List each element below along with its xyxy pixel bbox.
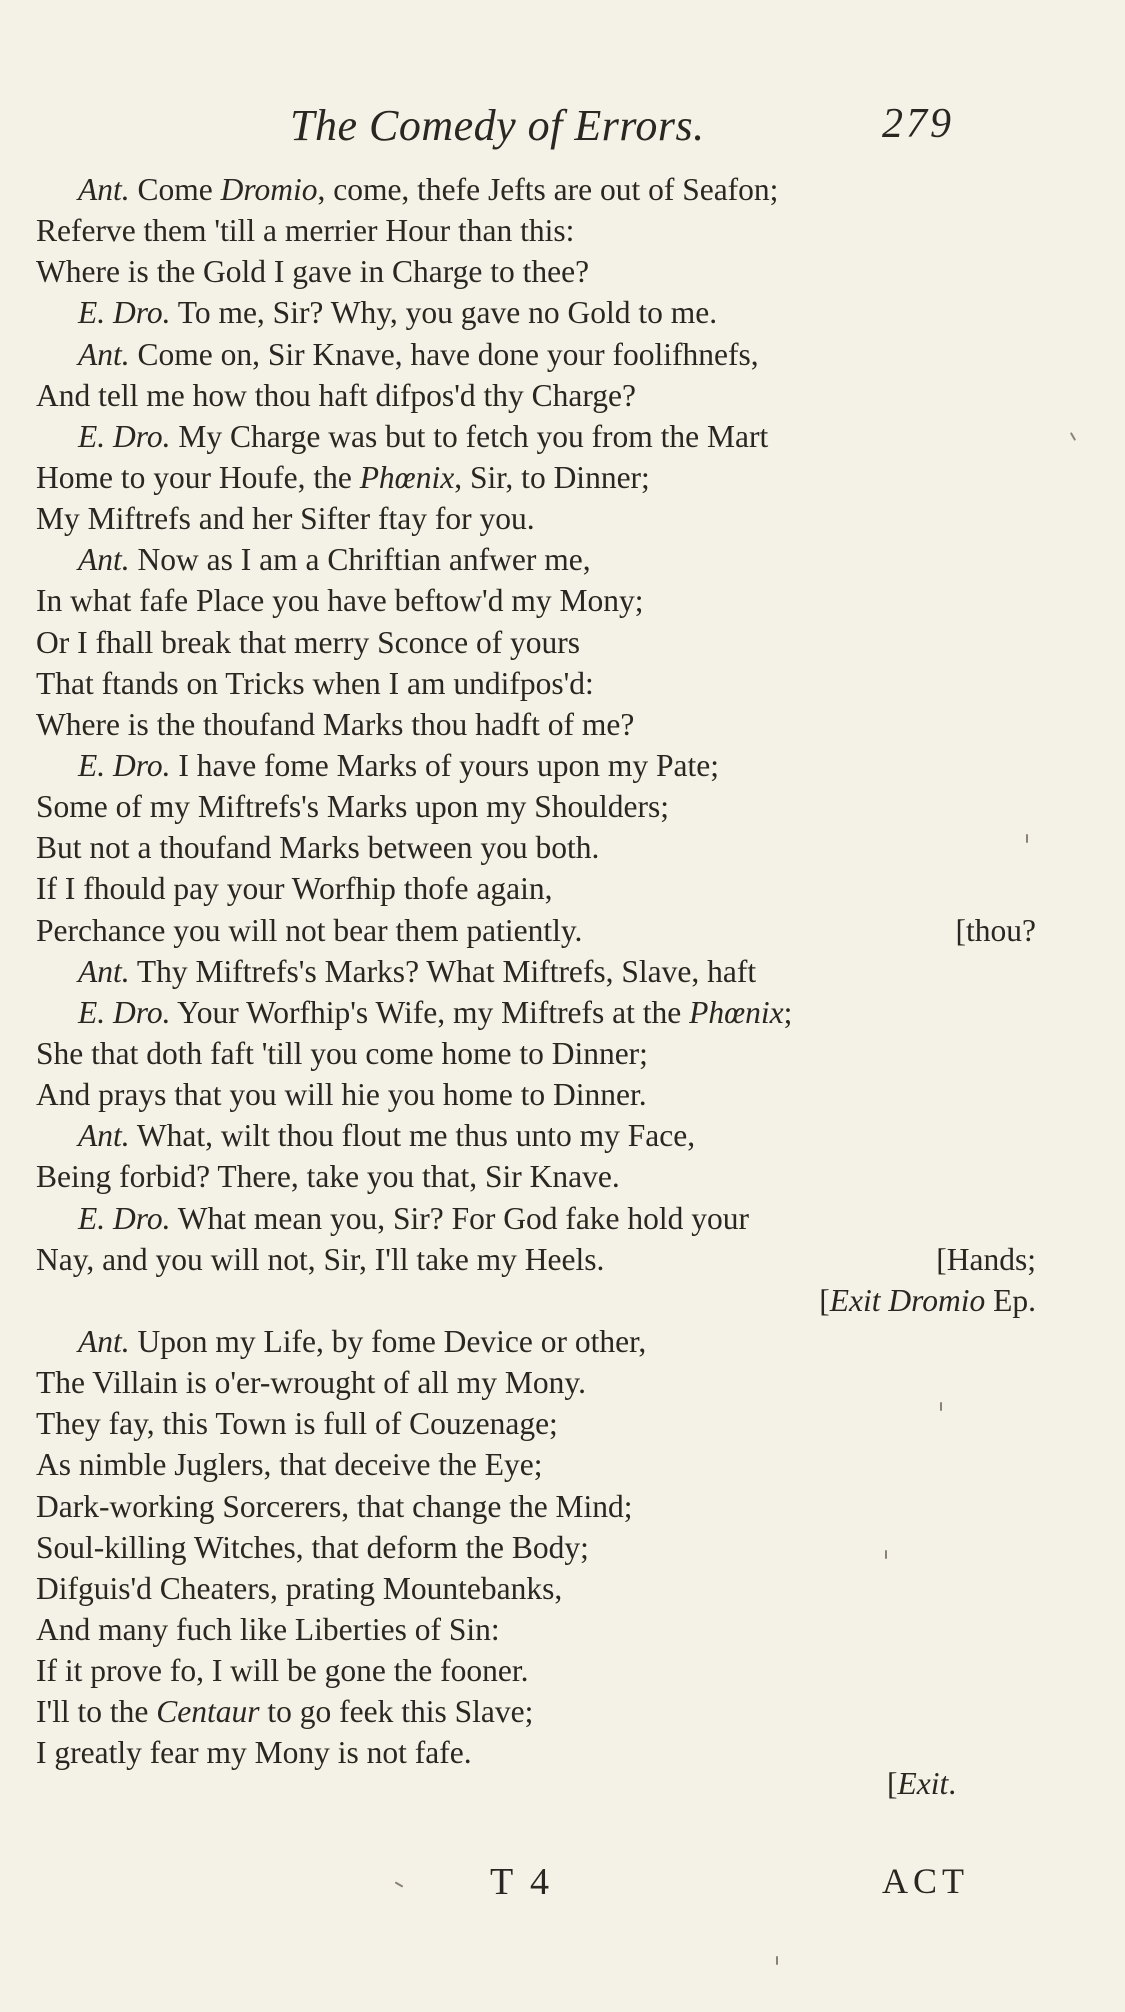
verse-line (36, 1444, 1096, 1485)
verse-line (36, 539, 1096, 580)
line-text: I'll to the Centaur to go feek this Slave; (36, 1694, 534, 1730)
verse-line (36, 1198, 1096, 1239)
speaker-prefix: E. Dro. (78, 747, 171, 783)
speaker-prefix: Ant. (78, 336, 130, 372)
verse-line (36, 1650, 1096, 1691)
line-text: Your Worfhip's Wife, my Miftrefs at the Phœnix; (170, 994, 793, 1030)
stage-direction: [Hands; (936, 1241, 1036, 1277)
verse-line (36, 251, 1096, 292)
verse-line (36, 1527, 1096, 1568)
line-text: And many fuch like Liberties of Sin: (36, 1611, 500, 1647)
ink-speck (885, 1550, 887, 1559)
line-text: Thy Miftrefs's Marks? What Miftrefs, Slave, haft (129, 953, 757, 989)
verse-line (36, 622, 1096, 663)
ink-speck (776, 1956, 778, 1965)
line-text: And tell me how thou haft difpos'd thy Charge? (36, 377, 636, 413)
verse-line (36, 1568, 1096, 1609)
verse-line (36, 1115, 1096, 1156)
verse-line (36, 1074, 1096, 1115)
running-title: The Comedy of Errors. (290, 101, 705, 150)
line-text: That ftands on Tricks when I am undifpos'd: (36, 665, 594, 701)
line-text: They fay, this Town is full of Couzenage; (36, 1406, 558, 1442)
line-text: In what fafe Place you have beftow'd my Mony; (36, 583, 644, 619)
verse-line (36, 951, 1096, 992)
verse-line (36, 868, 1096, 909)
verse-line (36, 169, 1096, 210)
speaker-prefix: Ant. (78, 1118, 130, 1154)
stage-direction: [thou? (955, 912, 1036, 948)
line-text: I greatly fear my Mony is not fafe. (36, 1735, 472, 1771)
verse-line (36, 1156, 1096, 1197)
play-text (36, 169, 1096, 1773)
verse-line (36, 663, 1096, 704)
speaker-prefix: Ant. (78, 172, 130, 207)
verse-line (36, 910, 1096, 951)
line-text: Where is the thoufand Marks thou hadft of me? (36, 706, 635, 742)
speaker-prefix: Ant. (78, 542, 130, 578)
page-number: 279 (882, 101, 954, 147)
verse-line (36, 375, 1096, 416)
verse-line (36, 580, 1096, 621)
line-text: Come on, Sir Knave, have done your foolifhnefs, (129, 336, 759, 372)
verse-line (36, 1691, 1096, 1732)
verse-line (36, 210, 1096, 251)
line-text: Home to your Houfe, the Phœnix, Sir, to Dinner; (36, 459, 650, 495)
stage-direction-exit: [Exit. (887, 1766, 957, 1801)
verse-line (36, 1486, 1096, 1527)
line-text: Some of my Miftrefs's Marks upon my Shoulders; (36, 789, 670, 825)
speaker-prefix: E. Dro. (78, 295, 171, 331)
verse-line (36, 416, 1096, 457)
speaker-prefix: E. Dro. (78, 418, 171, 454)
verse-line (36, 498, 1096, 539)
line-text: And prays that you will hie you home to Dinner. (36, 1077, 647, 1113)
verse-line (36, 704, 1096, 745)
line-text: Nay, and you will not, Sir, I'll take my Heels. (36, 1241, 605, 1277)
line-text: If I fhould pay your Worfhip thofe again, (36, 871, 553, 907)
verse-line (36, 292, 1096, 333)
line-text: My Miftrefs and her Sifter ftay for you. (36, 501, 535, 537)
ink-speck (1026, 834, 1028, 843)
line-text: I have fome Marks of yours upon my Pate; (170, 747, 719, 783)
verse-line (36, 992, 1096, 1033)
verse-line (36, 1609, 1096, 1650)
verse-line (36, 457, 1096, 498)
line-text: But not a thoufand Marks between you both. (36, 830, 600, 866)
line-text: What, wilt thou flout me thus unto my Face, (129, 1118, 696, 1154)
page-footer (0, 1860, 1125, 1910)
page-header (0, 100, 1125, 160)
speaker-prefix: E. Dro. (78, 1200, 171, 1236)
line-text: Dark-working Sorcerers, that change the Mind; (36, 1488, 633, 1524)
stage-direction: [Exit Dromio Ep. (819, 1282, 1036, 1318)
line-text: Being forbid? There, take you that, Sir Knave. (36, 1159, 620, 1195)
line-text: If it prove fo, I will be gone the fooner. (36, 1653, 529, 1689)
verse-line (36, 1239, 1096, 1280)
line-text: Difguis'd Cheaters, prating Mountebanks, (36, 1570, 563, 1606)
line-text: Soul-killing Witches, that deform the Body; (36, 1529, 589, 1565)
line-text: Referve them 'till a merrier Hour than this: (36, 213, 575, 249)
verse-line (36, 827, 1096, 868)
line-text: My Charge was but to fetch you from the Mart (170, 418, 769, 454)
verse-line (36, 1033, 1096, 1074)
line-text: Come Dromio, come, thefe Jefts are out of Seafon; (129, 172, 779, 207)
catchword: ACT (882, 1861, 969, 1901)
speaker-prefix: Ant. (78, 1323, 130, 1359)
line-text: Upon my Life, by fome Device or other, (129, 1323, 647, 1359)
line-text: The Villain is o'er-wrought of all my Mony. (36, 1365, 586, 1401)
ink-speck (940, 1402, 942, 1411)
verse-line (36, 786, 1096, 827)
verse-line (36, 1321, 1096, 1362)
line-text: What mean you, Sir? For God fake hold your (170, 1200, 750, 1236)
verse-line (36, 1280, 1096, 1321)
line-text: Where is the Gold I gave in Charge to thee? (36, 254, 590, 290)
line-text: Or I fhall break that merry Sconce of yours (36, 624, 581, 660)
verse-line (36, 745, 1096, 786)
signature-mark: T 4 (490, 1861, 554, 1903)
verse-line (36, 1362, 1096, 1403)
verse-line (36, 334, 1096, 375)
verse-line (36, 1403, 1096, 1444)
speaker-prefix: Ant. (78, 953, 130, 989)
line-text: Now as I am a Chriftian anfwer me, (129, 542, 591, 578)
line-text: As nimble Juglers, that deceive the Eye; (36, 1447, 543, 1483)
speaker-prefix: E. Dro. (78, 994, 171, 1030)
line-text: To me, Sir? Why, you gave no Gold to me. (170, 295, 718, 331)
line-text: She that doth faft 'till you come home to Dinner; (36, 1035, 648, 1071)
line-text: Perchance you will not bear them patiently. (36, 912, 583, 948)
